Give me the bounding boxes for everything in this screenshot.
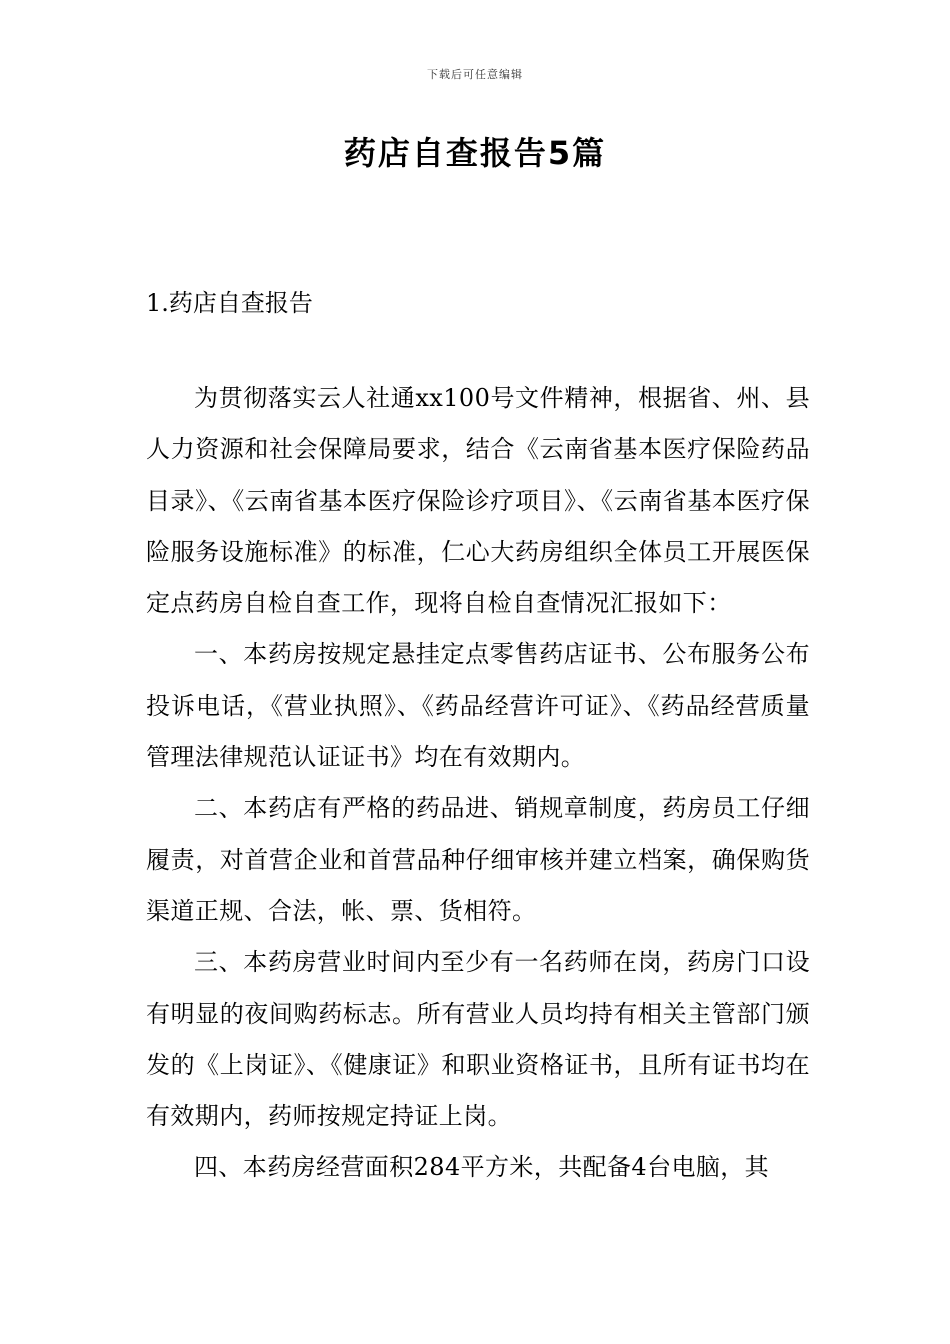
paragraph-intro: 为贯彻落实云人社通xx100号文件精神，根据省、州、县人力资源和社会保障局要求，结合《云南省基本医疗保险药品目录》、《云南省基本医疗保险诊疗项目》、《云南省基本医疗保险服务设施标准》的标准，仁心大药房组织全体员工开展医保定点药房自检自查工作，现将自检自查情况汇报如下： — [146, 384, 810, 618]
paragraph-item-4: 四、本药房经营面积284平方米，共配备4台电脑，其 — [194, 1153, 770, 1182]
header-note: 下载后可任意编辑 — [427, 68, 523, 81]
document-title: 药店自查报告5篇 — [343, 134, 607, 172]
section-heading: 1.药店自查报告 — [146, 289, 313, 317]
paragraph-item-3: 三、本药房营业时间内至少有一名药师在岗，药房门口设有明显的夜间购药标志。所有营业人员均持有相关主管部门颁发的《上岗证》、《健康证》和职业资格证书，且所有证书均在有效期内，药师按规定持证上岗。 — [146, 948, 810, 1131]
paragraph-item-1: 一、本药房按规定悬挂定点零售药店证书、公布服务公布投诉电话，《营业执照》、《药品经营许可证》、《药品经营质量管理法律规范认证证书》均在有效期内。 — [146, 640, 810, 772]
paragraph-item-2: 二、本药店有严格的药品进、销规章制度，药房员工仔细履责，对首营企业和首营品种仔细审核并建立档案，确保购货渠道正规、合法，帐、票、货相符。 — [146, 794, 810, 925]
body-text — [146, 373, 810, 1194]
